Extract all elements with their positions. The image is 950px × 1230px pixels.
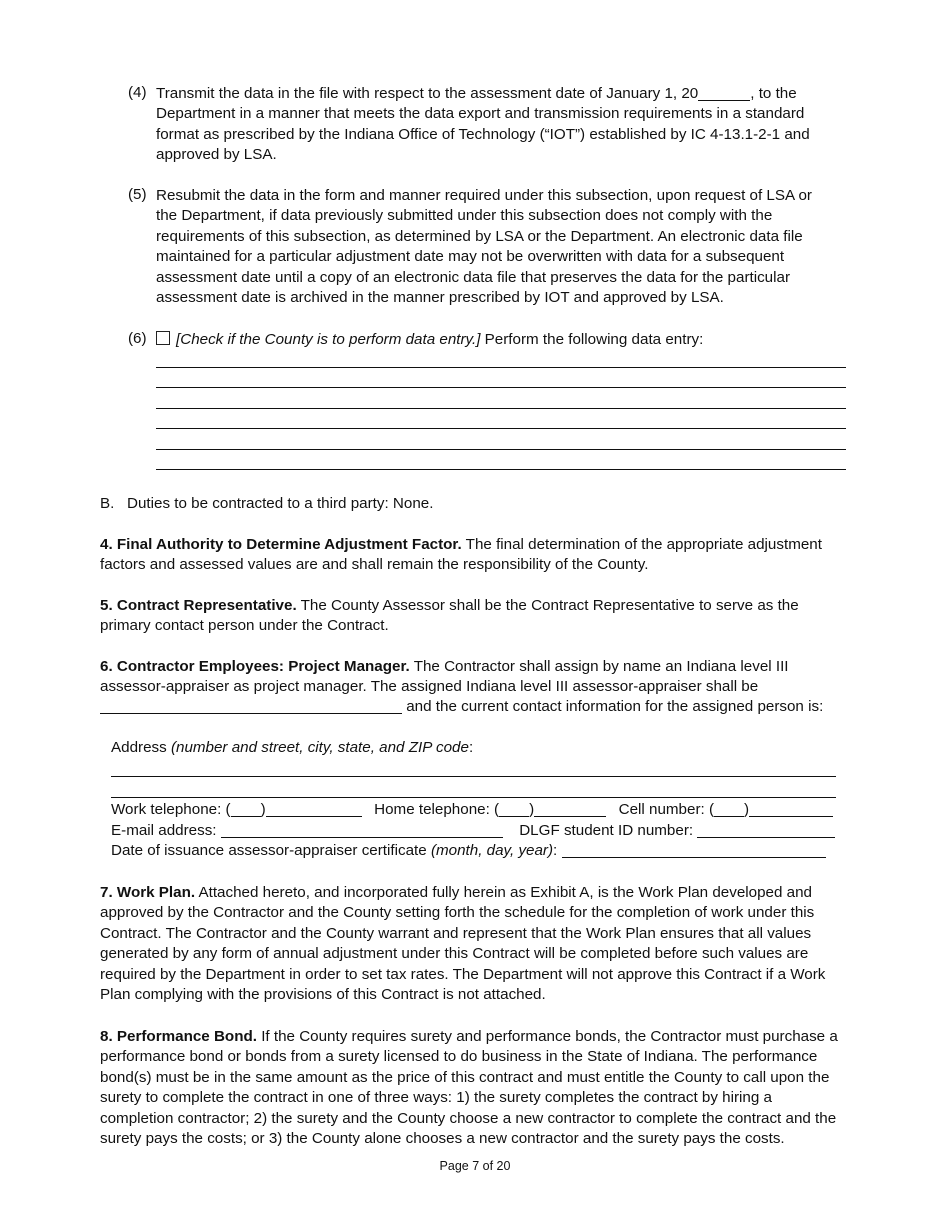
section-8 <box>100 1027 848 1149</box>
item-4-text-b: , to the Department in a manner that meets the data export and transmission requirements in a standard format as prescribed by the Indiana Office of Technology (“IOT”) established by IC 4-13.1-2-1 and approved by LSA. <box>156 85 810 164</box>
item-6-italic: [Check if the County is to perform data entry.] <box>176 331 481 348</box>
address-row <box>111 739 843 756</box>
item-6-instruction: Perform the following data entry: <box>480 331 704 348</box>
item-5-text: Resubmit the data in the form and manner required under this subsection, upon request of LSA or the Department, if data previously submitted under this subsection does not comply with the requirements of this subsection, as determined by LSA or the Department. An electronic data file maintained for a particular adjustment date may not be overwritten with data for a subsequent assessment date until a copy of an electronic data file that preserves the data for the particular assessment date is archived in the manner prescribed by IOT and approved by LSA. <box>156 187 812 307</box>
date-hint: (month, day, year) <box>430 842 554 859</box>
data-entry-line-2[interactable] <box>156 387 846 388</box>
section-4 <box>100 535 848 576</box>
section-6-heading: 6. Contractor Employees: Project Manager. <box>100 658 410 675</box>
section-4-heading: 4. Final Authority to Determine Adjustment Factor. <box>100 536 462 553</box>
item-4-text <box>156 84 836 166</box>
section-8-text: If the County requires surety and performance bonds, the Contractor must purchase a performance bond or bonds from a surety licensed to do business in the State of Indiana. The performance bond(s) must be in the same amount as the price of this contract and must entitle the County to call upon the surety to complete the contract in one of three ways: 1) the surety completes the contract by hiring a completion contractor; 2) the surety and the County choose a new contractor to complete the contract and the surety pays the costs; or 3) the County alone chooses a new contractor and the surety pays the costs. <box>100 1028 838 1148</box>
work-phone-label: Work telephone: ( <box>111 801 231 818</box>
section-5 <box>100 596 848 637</box>
address-colon: : <box>468 739 474 756</box>
work-area-code-blank[interactable] <box>231 801 261 817</box>
email-blank[interactable] <box>221 822 503 838</box>
data-entry-line-6[interactable] <box>156 469 846 470</box>
cell-phone-blank[interactable] <box>749 801 833 817</box>
data-entry-line-3[interactable] <box>156 408 846 409</box>
project-manager-name-blank[interactable] <box>100 698 402 714</box>
section-7 <box>100 883 848 1005</box>
home-area-code-blank[interactable] <box>499 801 529 817</box>
item-6-number: (6) <box>128 330 147 347</box>
cell-label: Cell number: ( <box>618 801 714 818</box>
date-colon: : <box>553 842 558 859</box>
item-4-number: (4) <box>128 84 147 101</box>
address-hint: (number and street, city, state, and ZIP code <box>170 739 469 756</box>
cell-area-code-blank[interactable] <box>714 801 744 817</box>
address-line-1[interactable] <box>111 776 836 777</box>
item-5-number: (5) <box>128 186 147 203</box>
email-label: E-mail address: <box>111 822 217 839</box>
address-label: Address <box>111 739 171 756</box>
data-entry-line-5[interactable] <box>156 449 846 450</box>
section-6 <box>100 657 848 698</box>
section-4-text: The final determination of the appropriate adjustment factors and assessed values are and shall remain the responsibility of the County. <box>100 536 822 574</box>
work-phone-blank[interactable] <box>266 801 362 817</box>
dlgf-blank[interactable] <box>697 822 835 838</box>
section-5-heading: 5. Contract Representative. <box>100 597 297 614</box>
phone-row: Work telephone: ( ) Home telephone: ( ) Cell number: ( ) <box>111 801 843 818</box>
project-manager-name-row <box>100 698 832 715</box>
date-label: Date of issuance assessor-appraiser certificate <box>111 842 431 859</box>
home-phone-label: Home telephone: ( <box>374 801 500 818</box>
data-entry-line-1[interactable] <box>156 367 846 368</box>
home-phone-blank[interactable] <box>534 801 606 817</box>
year-blank[interactable] <box>698 85 750 101</box>
item-4-text-a: Transmit the data in the file with respect to the assessment date of January 1, 20 <box>156 85 699 102</box>
data-entry-line-4[interactable] <box>156 428 846 429</box>
section-8-heading: 8. Performance Bond. <box>100 1028 257 1045</box>
section-7-text: Attached hereto, and incorporated fully herein as Exhibit A, is the Work Plan developed and approved by the Contractor and the County setting forth the schedule for the completion of work under this Contract. The Contractor and the County warrant and represent that the Work Plan ensures that all values generated by any form of annual adjustment under this Contract will be completed before such values are required by the Department in order to set tax rates. The Department will not approve this Contract if a Work Plan complying with the provisions of this Contract is not attached. <box>100 884 826 1004</box>
address-line-2[interactable] <box>111 797 836 798</box>
section-6-text-end: and the current contact information for the assigned person is: <box>406 698 824 715</box>
certificate-date-blank[interactable] <box>562 842 826 858</box>
email-row <box>111 822 843 839</box>
section-7-heading: 7. Work Plan. <box>100 884 196 901</box>
section-6-text: The Contractor shall assign by name an Indiana level III assessor-appraiser as project manager. The assigned Indiana level III assessor-appraiser shall be <box>100 658 789 696</box>
section-5-text: The County Assessor shall be the Contract Representative to serve as the primary contact person under the Contract. <box>100 597 799 635</box>
page-number: Page 7 of 20 <box>439 1159 511 1173</box>
item-6-text <box>156 330 836 350</box>
data-entry-checkbox[interactable] <box>156 331 170 345</box>
section-b: B. Duties to be contracted to a third party: None. <box>100 495 434 512</box>
dlgf-label: DLGF student ID number: <box>519 822 694 839</box>
certificate-date-row <box>111 842 843 859</box>
